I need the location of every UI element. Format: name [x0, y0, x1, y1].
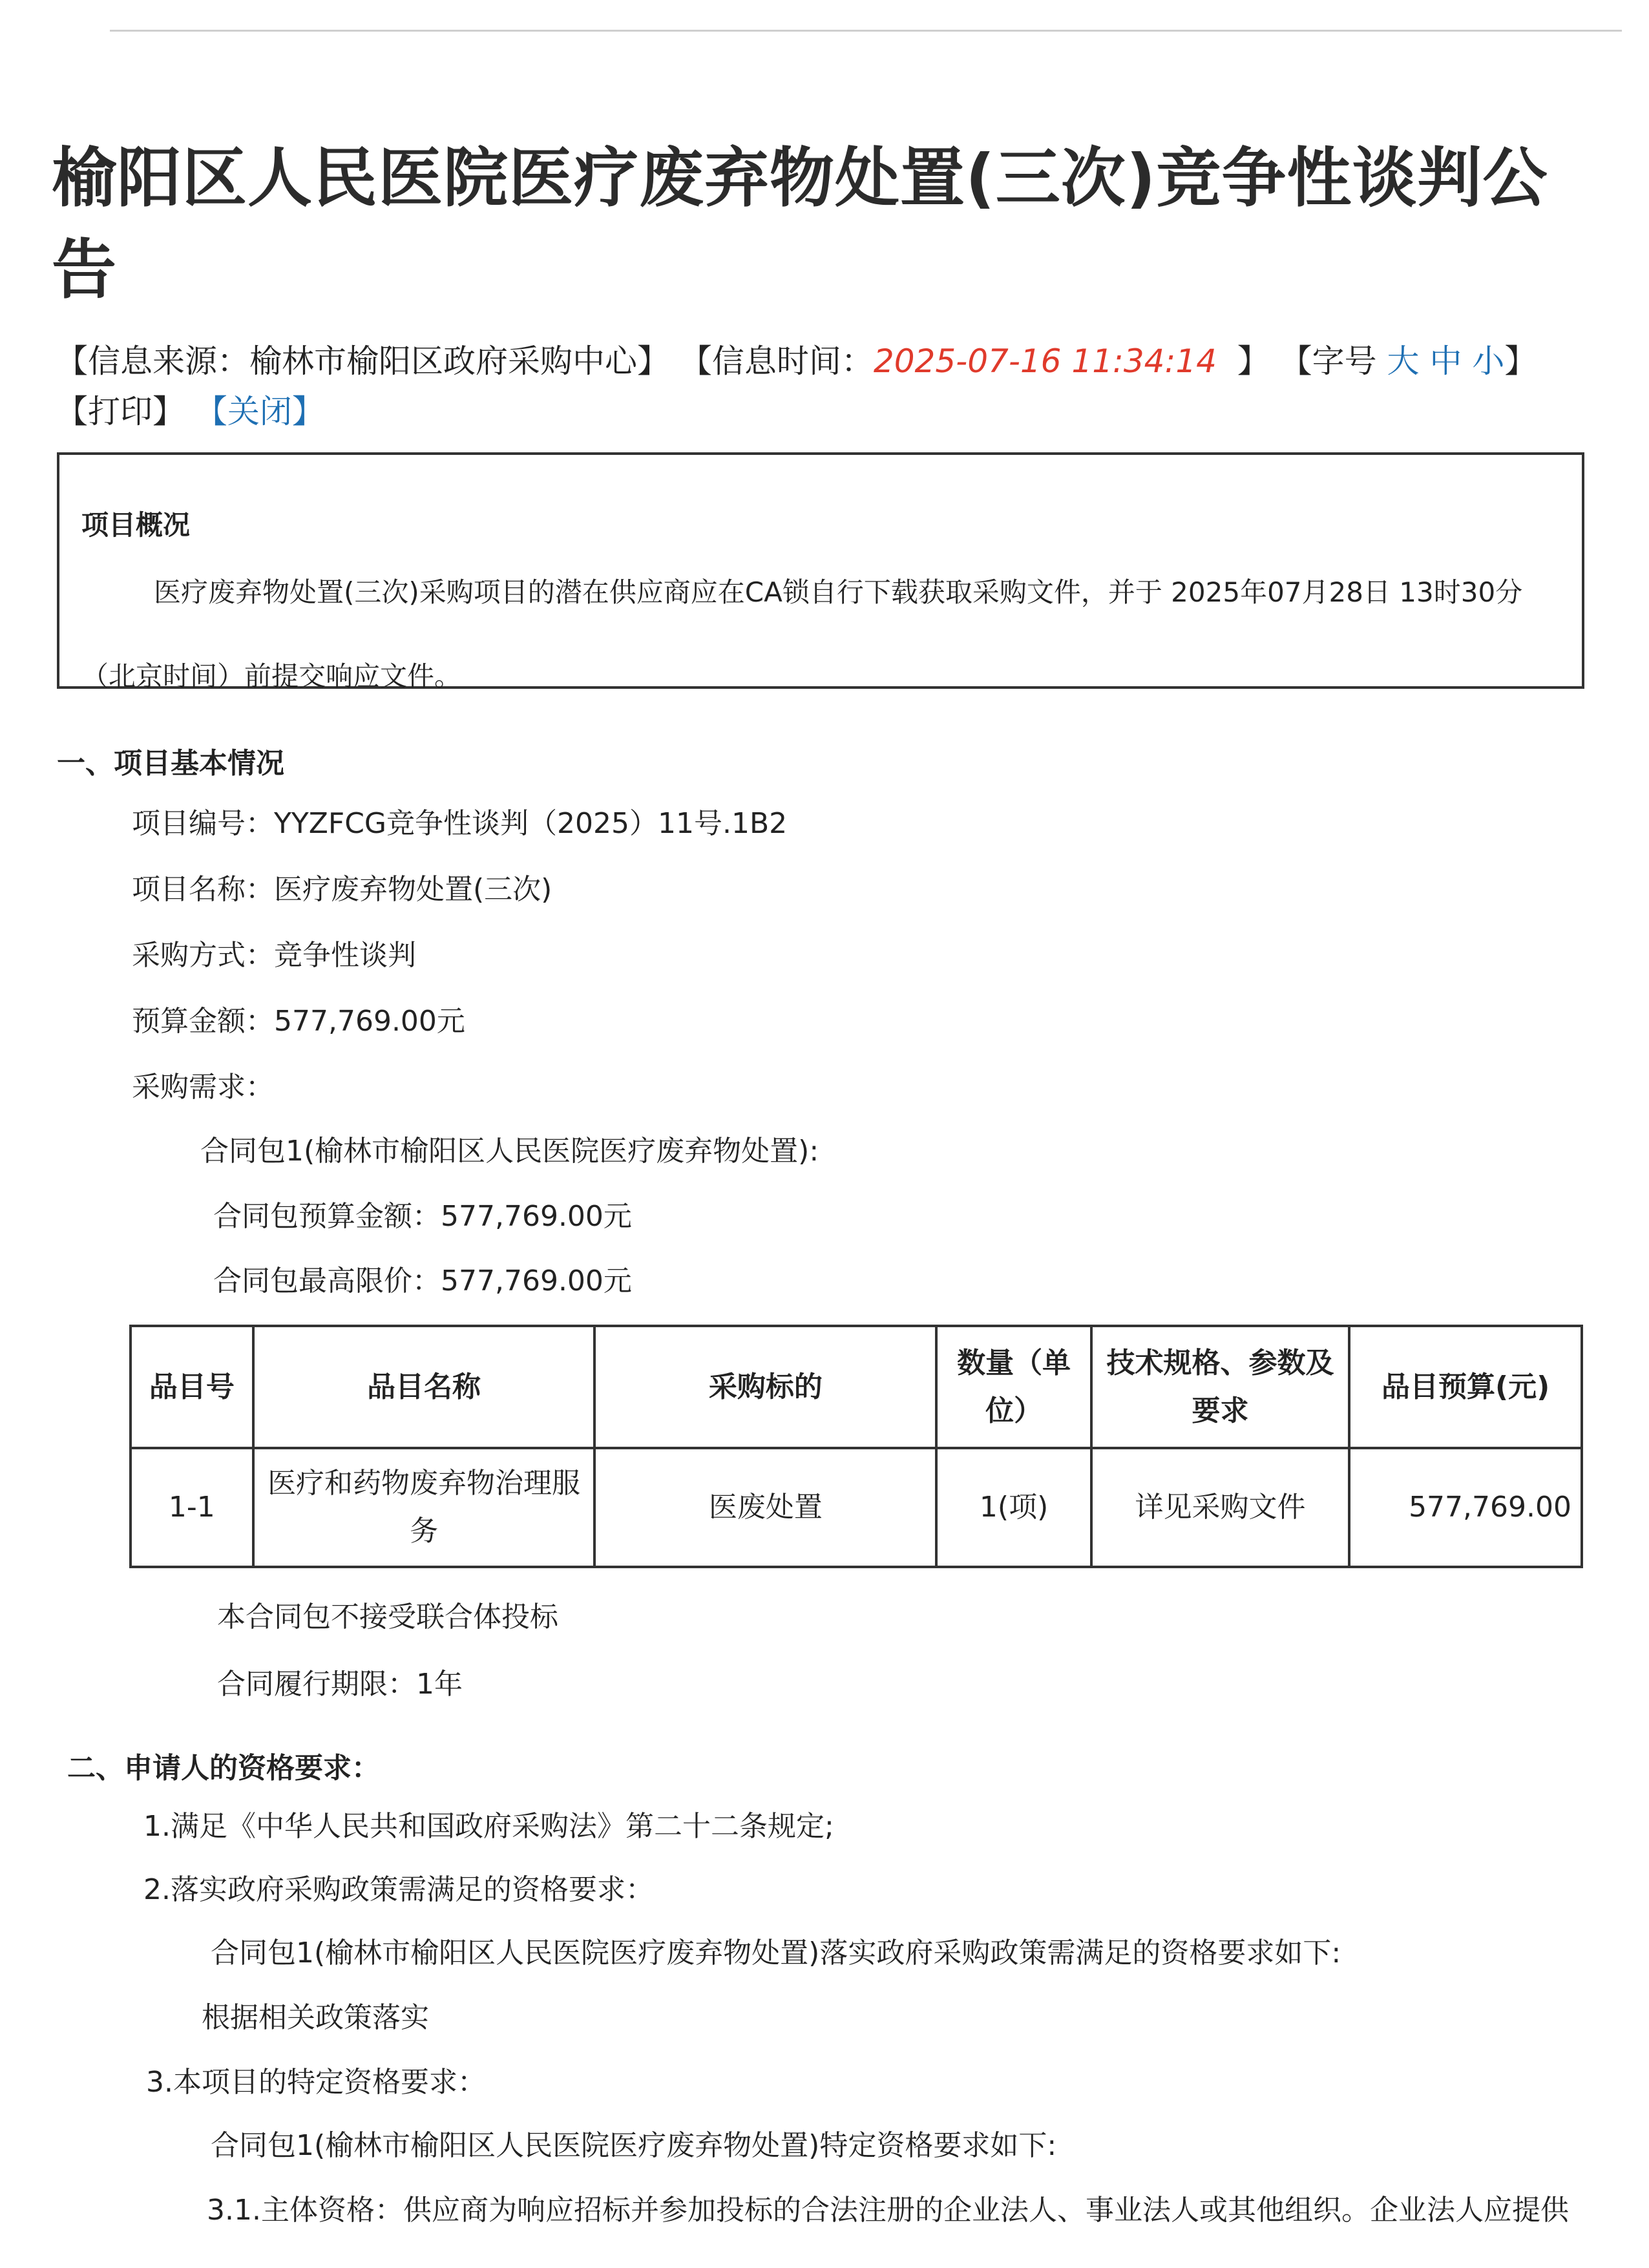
summary-title: 项目概况: [81, 509, 191, 541]
cell-quantity: 1(项): [936, 1448, 1091, 1567]
page-title: 榆阳区人民医院医疗废弃物处置(三次)竞争性谈判公告: [52, 140, 1548, 308]
package-max-price: 合同包最高限价：577,769.00元: [213, 1265, 632, 1297]
time-prefix: 【信息时间：: [679, 342, 874, 380]
cell-item-no: 1-1: [131, 1448, 253, 1567]
project-number: 项目编号：YYZFCG竞争性谈判（2025）11号.1B2: [132, 807, 788, 840]
header-item-budget: 品目预算(元): [1349, 1326, 1582, 1448]
section2-heading: 二、申请人的资格要求：: [67, 1752, 380, 1785]
project-summary-box: [57, 452, 1584, 692]
info-meta: [56, 336, 1593, 437]
source-value: 榆林市榆阳区政府采购中心: [249, 342, 637, 380]
procurement-demand: 采购需求：: [132, 1071, 274, 1104]
summary-text: 医疗废弃物处置(三次)采购项目的潜在供应商应在CA锁自行下载获取采购文件，并于 2025年07月28日 13时30分 （北京时间）前提交响应文件。: [81, 576, 1523, 692]
cell-item-name: 医疗和药物废弃物治理服务: [253, 1448, 595, 1567]
requirement-3-1: 3.1.主体资格：供应商为响应招标并参加投标的合法注册的企业法人、事业法人或其他组织。企业法人应提供: [207, 2194, 1569, 2227]
budget-amount: 预算金额：577,769.00元: [132, 1005, 465, 1038]
requirement-3: 3.本项目的特定资格要求：: [146, 2066, 486, 2099]
contract-period: 合同履行期限：1年: [217, 1668, 463, 1701]
font-small-button[interactable]: 小: [1472, 342, 1505, 380]
header-item-no: 品目号: [131, 1326, 253, 1448]
close-link[interactable]: 【关闭】: [194, 393, 324, 430]
header-item-name: 品目名称: [253, 1326, 595, 1448]
font-size-prefix: 【字号: [1279, 342, 1377, 380]
header-quantity: 数量（单位）: [936, 1326, 1091, 1448]
requirement-1: 1.满足《中华人民共和国政府采购法》第二十二条规定;: [143, 1810, 834, 1843]
cell-target: 医废处置: [594, 1448, 936, 1567]
time-value: 2025-07-16 11:34:14: [873, 342, 1217, 380]
procurement-method: 采购方式：竞争性谈判: [132, 939, 416, 972]
section1-heading: 一、项目基本情况: [57, 747, 284, 780]
table-row: [131, 1448, 1582, 1567]
font-size-suffix: 】: [1504, 342, 1537, 380]
project-name: 项目名称：医疗废弃物处置(三次): [132, 873, 552, 906]
scan-edge-line: [110, 30, 1622, 32]
requirement-2-text: 根据相关政策落实: [202, 2001, 429, 2034]
header-target: 采购标的: [594, 1326, 936, 1448]
items-table: [129, 1325, 1583, 1568]
cell-item-budget: 577,769.00: [1349, 1448, 1582, 1567]
time-suffix: 】: [1216, 342, 1270, 380]
requirement-2-package: 合同包1(榆林市榆阳区人民医院医疗废弃物处置)落实政府采购政策需满足的资格要求如下:: [211, 1937, 1341, 1969]
print-link[interactable]: 【打印】: [56, 393, 185, 430]
table-header-row: [131, 1326, 1582, 1448]
font-medium-button[interactable]: 中: [1429, 342, 1462, 380]
header-spec: 技术规格、参数及要求: [1091, 1326, 1349, 1448]
requirement-3-package: 合同包1(榆林市榆阳区人民医院医疗废弃物处置)特定资格要求如下:: [211, 2129, 1057, 2162]
source-suffix: 】: [637, 342, 669, 380]
source-prefix: 【信息来源：: [56, 342, 249, 380]
requirement-2: 2.落实政府采购政策需满足的资格要求：: [143, 1873, 654, 1906]
contract-package: 合同包1(榆林市榆阳区人民医院医疗废弃物处置):: [200, 1135, 819, 1168]
font-large-button[interactable]: 大: [1387, 342, 1420, 380]
no-union-bid: 本合同包不接受联合体投标: [217, 1601, 558, 1633]
package-budget: 合同包预算金额：577,769.00元: [213, 1200, 632, 1233]
cell-spec: 详见采购文件: [1091, 1448, 1349, 1567]
